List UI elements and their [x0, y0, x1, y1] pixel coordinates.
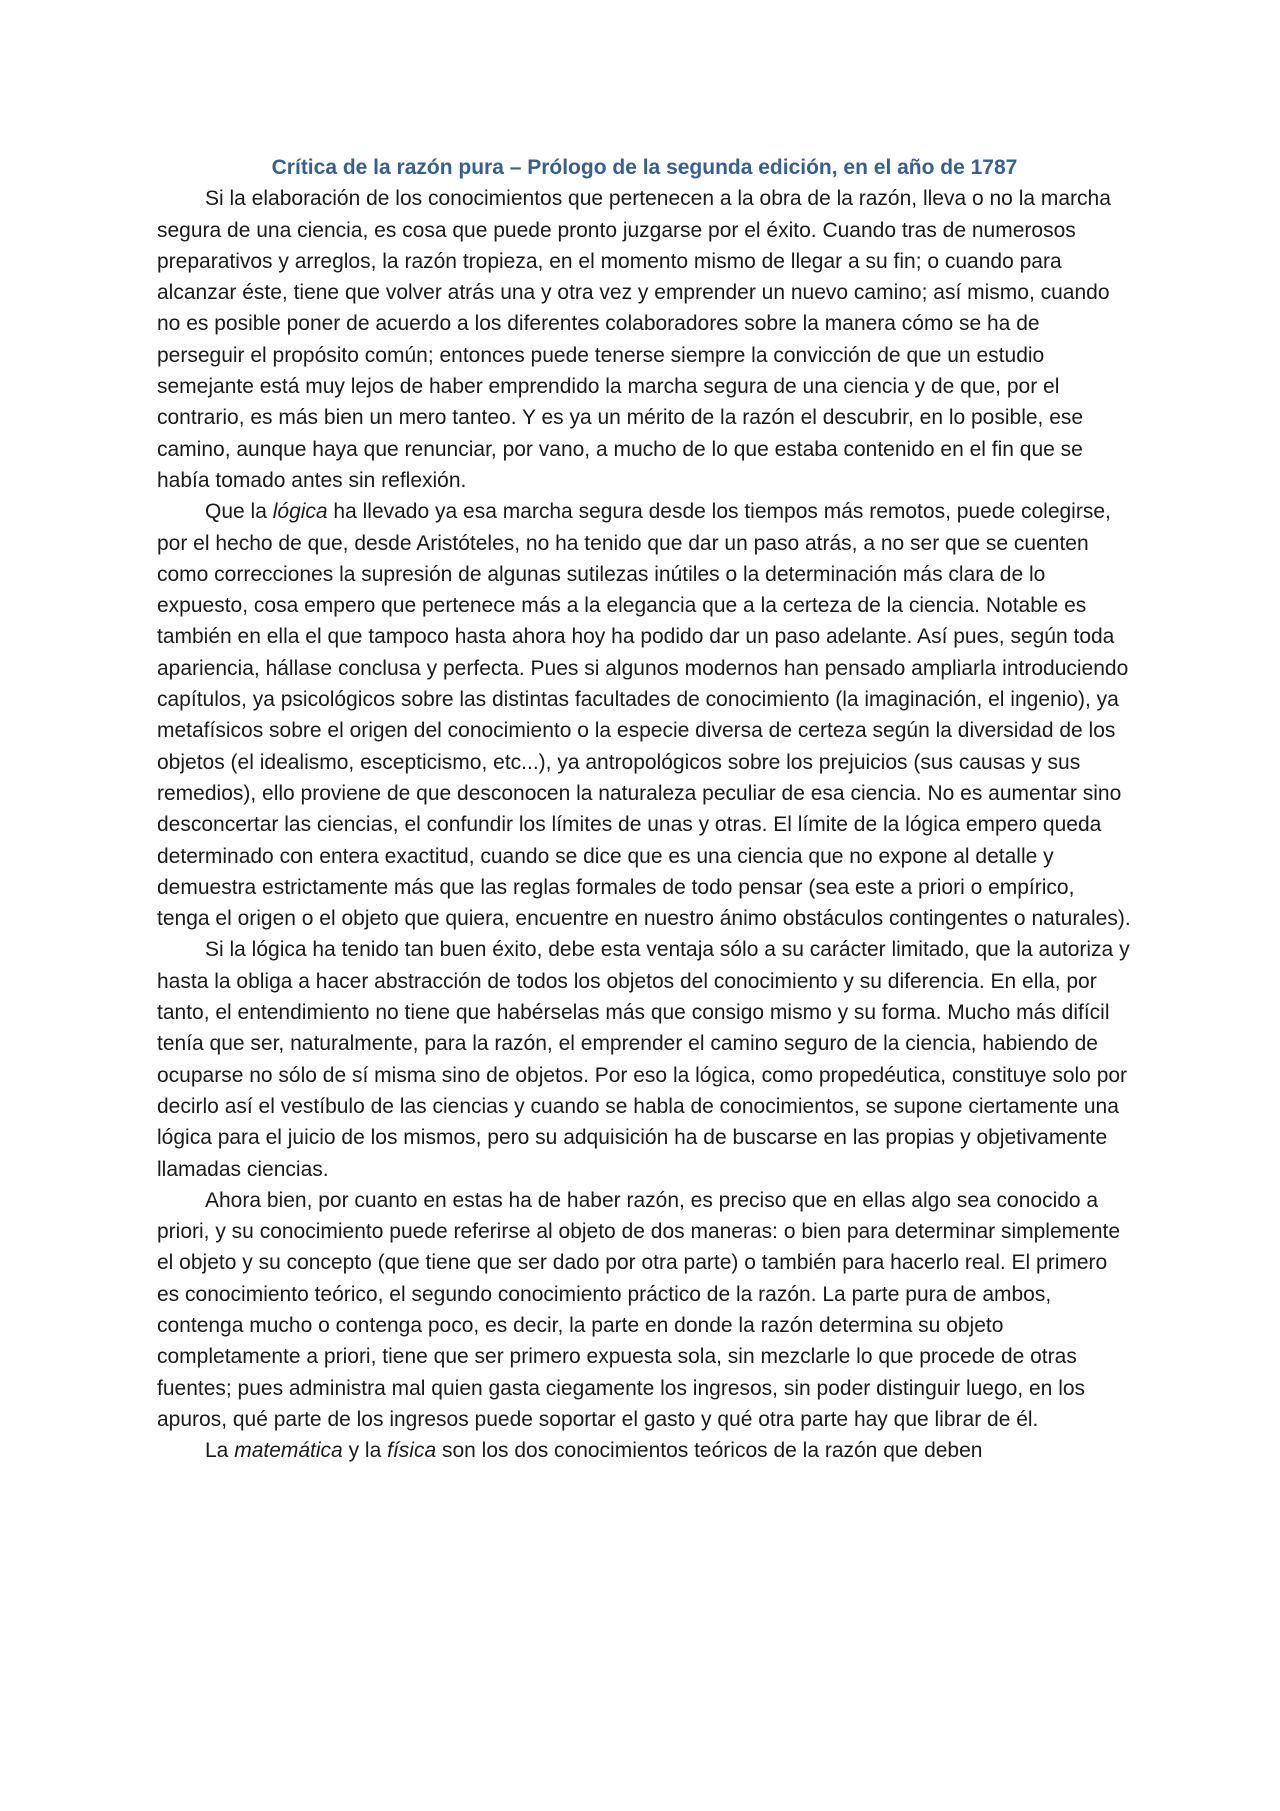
italic-term-logica: lógica [272, 500, 328, 524]
paragraph-4 [157, 1185, 1132, 1435]
paragraph-5 [157, 1435, 1132, 1466]
paragraph-text: La [205, 1439, 235, 1463]
paragraph-text: Que la [205, 500, 273, 524]
document-body [157, 152, 1132, 1466]
paragraph-text: Ahora bien, por cuanto en estas ha de haber razón, es preciso que en ellas algo sea conocido a priori, y su conocimiento puede referirse al objeto de dos maneras: o bien para determinar simplemente el objeto y su concepto (que tiene que ser dado por otra parte) o también para hacerlo real. El primero es conocimiento teórico, el segundo conocimiento práctico de la razón. La parte pura de ambos, contenga mucho o contenga poco, es decir, la parte en donde la razón determina su objeto completamente a priori, tiene que ser primero expuesta sola, sin mezclarle lo que procede de otras fuentes; pues administra mal quien gasta ciegamente los ingresos, sin poder distinguir luego, en los apuros, qué parte de los ingresos puede soportar el gasto y qué otra parte hay que librar de él. [157, 1188, 1121, 1431]
paragraph-text: y la [342, 1439, 388, 1463]
document-title: Crítica de la razón pura – Prólogo de la segunda edición, en el año de 1787 [271, 156, 1018, 179]
paragraph-3 [157, 934, 1132, 1184]
paragraph-text: Si la lógica ha tenido tan buen éxito, debe esta ventaja sólo a su carácter limitado, que la autoriza y hasta la obliga a hacer abstracción de todos los objetos del conocimiento y su diferencia. En ella, por tanto, el entendimiento no tiene que habérselas más que consigo mismo y su forma. Mucho más difícil tenía que ser, naturalmente, para la razón, el emprender el camino seguro de la ciencia, habiendo de ocuparse no sólo de sí misma sino de objetos. Por eso la lógica, como propedéutica, constituye solo por decirlo así el vestíbulo de las ciencias y cuando se habla de conocimientos, se supone ciertamente una lógica para el juicio de los mismos, pero su adquisición ha de buscarse en las propias y objetivamente llamadas ciencias. [157, 938, 1130, 1181]
paragraph-text: ha llevado ya esa marcha segura desde los tiempos más remotos, puede colegirse, por el hecho de que, desde Aristóteles, no ha tenido que dar un paso atrás, a no ser que se cuenten como correcciones la supresión de algunas sutilezas inútiles o la determinación más clara de lo expuesto, cosa empero que pertenece más a la elegancia que a la certeza de la ciencia. Notable es también en ella el que tampoco hasta ahora hoy ha podido dar un paso adelante. Así pues, según toda apariencia, hállase conclusa y perfecta. Pues si algunos modernos han pensado ampliarla introduciendo capítulos, ya psicológicos sobre las distintas facultades de conocimiento (la imaginación, el ingenio), ya metafísicos sobre el origen del conocimiento o la especie diversa de certeza según la diversidad de los objetos (el idealismo, escepticismo, etc...), ya antropológicos sobre los prejuicios (sus causas y sus remedios), ello proviene de que desconocen la naturaleza peculiar de esa ciencia. No es aumentar sino desconcertar las ciencias, el confundir los límites de unas y otras. El límite de la lógica empero queda determinado con entera exactitud, cuando se dice que es una ciencia que no expone al detalle y demuestra estrictamente más que las reglas formales de todo pensar (sea este a priori o empírico, tenga el origen o el objeto que quiera, encuentre en nuestro ánimo obstáculos contingentes o naturales). [157, 500, 1131, 931]
paragraph-2 [157, 496, 1132, 934]
paragraph-1 [157, 183, 1132, 496]
paragraph-text: Si la elaboración de los conocimientos que pertenecen a la obra de la razón, lleva o no la marcha segura de una ciencia, es cosa que puede pronto juzgarse por el éxito. Cuando tras de numerosos preparativos y arreglos, la razón tropieza, en el momento mismo de llegar a su fin; o cuando para alcanzar éste, tiene que volver atrás una y otra vez y emprender un nuevo camino; así mismo, cuando no es posible poner de acuerdo a los diferentes colaboradores sobre la manera cómo se ha de perseguir el propósito común; entonces puede tenerse siempre la convicción de que un estudio semejante está muy lejos de haber emprendido la marcha segura de una ciencia y de que, por el contrario, es más bien un mero tanteo. Y es ya un mérito de la razón el descubrir, en lo posible, ese camino, aunque haya que renunciar, por vano, a mucho de lo que estaba contenido en el fin que se había tomado antes sin reflexión. [157, 187, 1111, 492]
italic-term-fisica: física [387, 1439, 437, 1463]
italic-term-matematica: matemática [234, 1439, 343, 1463]
paragraph-text: son los dos conocimientos teóricos de la razón que deben [436, 1439, 983, 1463]
